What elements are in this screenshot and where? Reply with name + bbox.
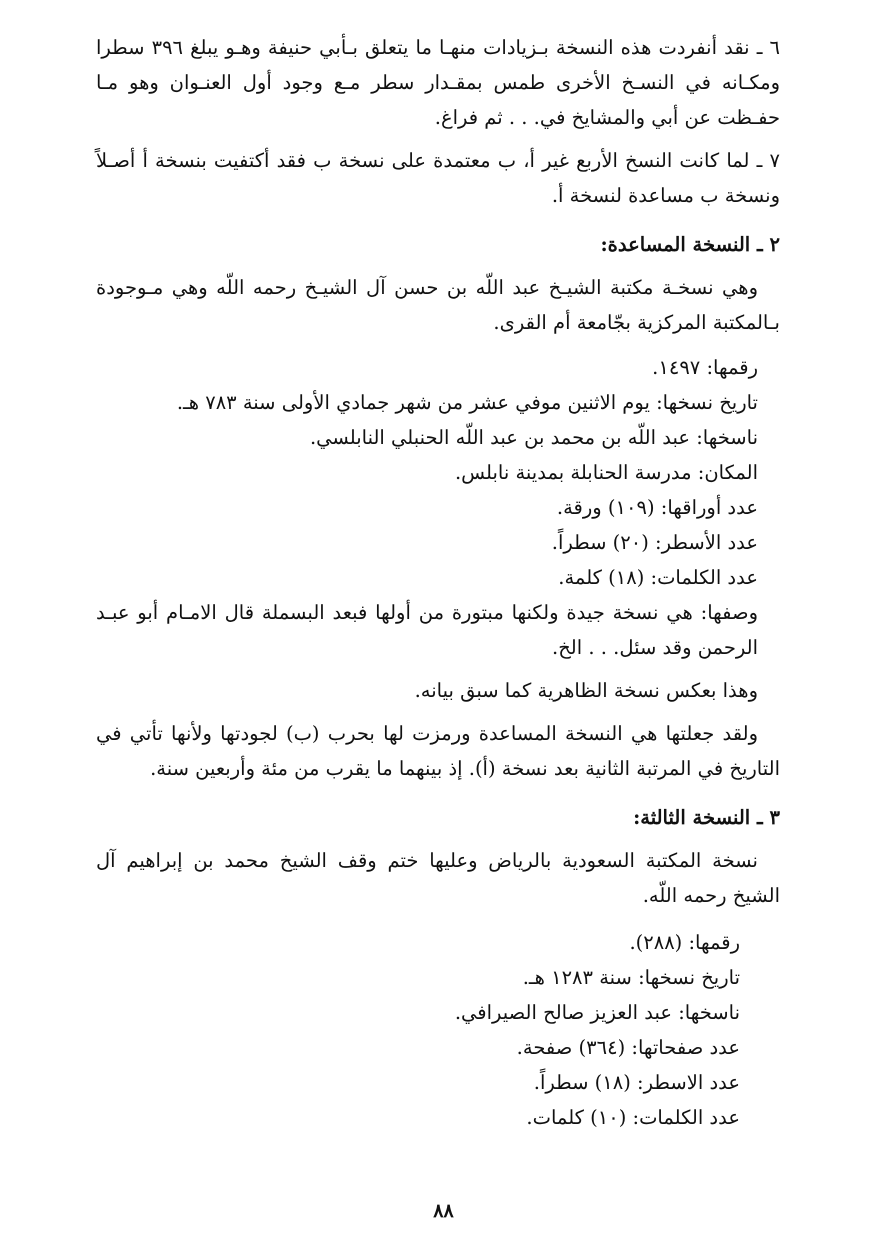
item-6: ٦ ـ نقد أنفردت هذه النسخة بـزيادات منهـا ما يتعلق بـأبي حنيفة وهـو يبلغ ٣٩٦ سطرا ومكـانه في النسـخ الأخرى طمس بمقـدار سطر مـع وجود أول العنـوان وهو مـا حفـظت عن أبي والمشايخ في. . . ثم فراغ. [96,36,780,129]
detail-leaves: عدد أوراقها: (١٠٩) ورقة. [556,496,758,519]
detail-copy-date: تاريخ نسخها: يوم الاثنين موفي عشر من شهر جمادي الأولى سنة ٧٨٣ هـ. [176,391,758,414]
detail-number: رقمها: (٢٨٨). [629,931,740,954]
section-2-note-2: ولقد جعلتها هي النسخة المساعدة ورمزت لها بحرب (ب) لجودتها ولأنها تأتي في التاريخ في المرتبة الثانية بعد نسخة (أ). إذ بينهما ما يقرب من مئة وأربعين سنة. [96,722,780,780]
detail-number: رقمها: ١٤٩٧. [652,356,758,379]
detail-copy-date: تاريخ نسخها: سنة ١٢٨٣ هـ. [522,966,740,989]
detail-copyist: ناسخها: عبد العزيز صالح الصيرافي. [454,1001,740,1024]
detail-copyist: ناسخها: عبد اللّه بن محمد بن عبد اللّه الحنبلي النابلسي. [309,426,758,449]
section-2-intro: وهي نسخـة مكتبة الشيـخ عبد اللّه بن حسن آل الشيـخ رحمه اللّه وهي مـوجودة بـالمكتبة المركزية بجّامعة أم القرى. [96,276,780,334]
section-3-details [96,925,780,1135]
section-2-description: وصفها: هي نسخة جيدة ولكنها مبتورة من أولها فبعد البسملة قال الامـام أبو عبـد الرحمن وقد سئل. . . الخ. [96,601,758,659]
page-number: ٨٨ [433,1200,454,1222]
section-2-details [96,350,780,595]
detail-words: عدد الكلمات: (١٠) كلمات. [526,1106,740,1129]
section-2-note-1: وهذا بعكس نسخة الظاهرية كما سبق بيانه. [414,679,758,702]
item-7: ٧ ـ لما كانت النسخ الأربع غير أ، ب معتمدة على نسخة ب فقد أكتفيت بنسخة أ أصـلاً ونسخة ب مساعدة لنسخة أ. [96,149,780,207]
section-3-intro: نسخة المكتبة السعودية بالرياض وعليها ختم وقف الشيخ محمد بن إبراهيم آل الشيخ رحمه اللّه. [96,849,780,907]
section-2-heading: ٢ ـ النسخة المساعدة: [600,233,780,256]
detail-place: المكان: مدرسة الحنابلة بمدينة نابلس. [454,461,758,484]
detail-pages: عدد صفحاتها: (٣٦٤) صفحة. [516,1036,740,1059]
page-body [96,30,780,1135]
detail-lines: عدد الأسطر: (٢٠) سطراً. [551,531,758,554]
detail-lines: عدد الاسطر: (١٨) سطراً. [533,1071,740,1094]
section-3-heading: ٣ ـ النسخة الثالثة: [633,806,780,829]
detail-words: عدد الكلمات: (١٨) كلمة. [558,566,758,589]
